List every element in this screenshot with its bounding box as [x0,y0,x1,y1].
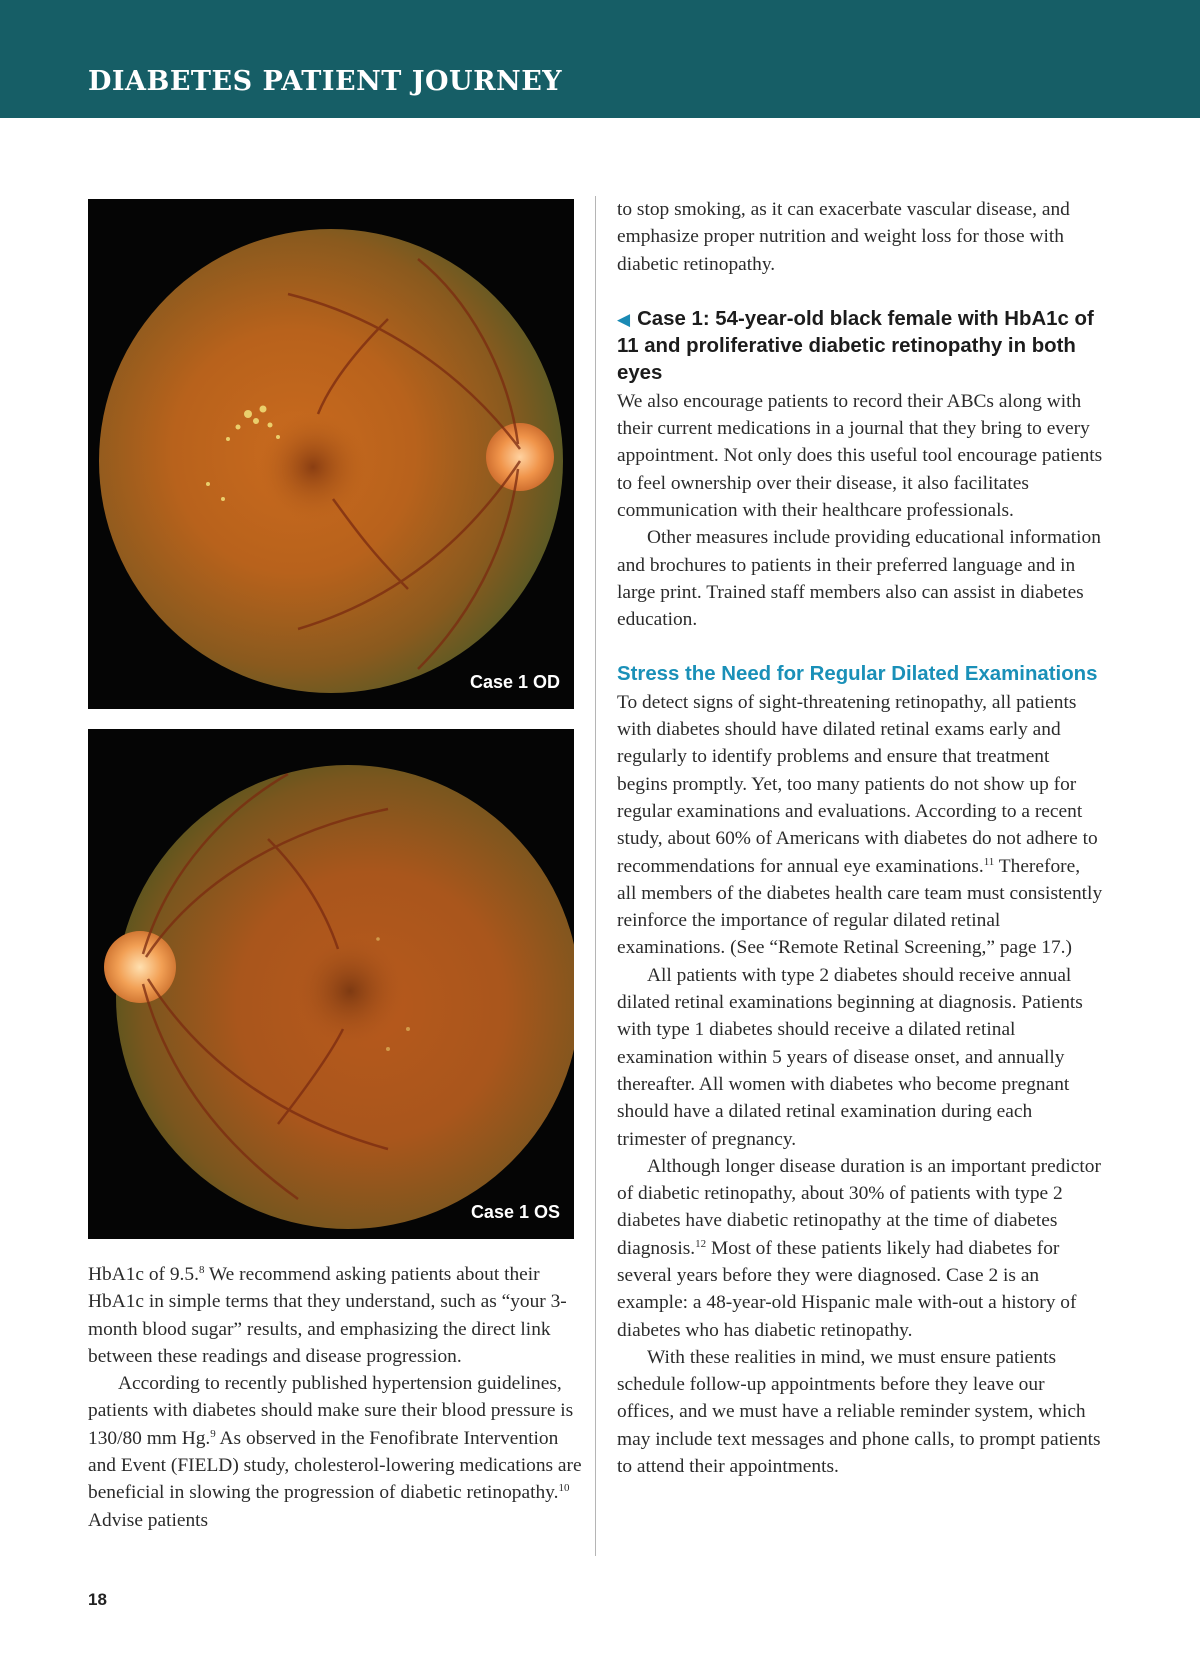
paragraph: Other measures include providing educational information and brochures to patients in their preferred language and in large print. Trained staff members also can assist in diabetes education. [617,527,1101,631]
reference-mark: 10 [558,1482,570,1495]
paragraph: HbA1c of 9.5.$^8$ We recommend asking patients about their HbA1c in simple terms that they understand, such as “your 3-month blood sugar” results, and emphasizing the direct link between these readings and disease progression. [88,1264,567,1367]
fundus-image-od [88,199,574,709]
paragraph: We also encourage patients to record their ABCs along with their current medications in a journal that they bring to every appointment. Not only does this useful tool encourage patients to feel ownership over their disease, it also facilitates communication with their healthcare professionals. [617,390,1103,521]
reference-mark: 9 [210,1427,216,1440]
figure-caption-os: Case 1 OS [470,1202,560,1222]
figure-caption-od: Case 1 OD [469,672,560,692]
paragraph: All patients with type 2 diabetes should receive annual dilated retinal examinations beginning at diagnosis. Patients with type 1 diabetes should receive a dilated retinal examination within 5 years of disease onset, and annually thereafter. All women with diabetes who become pregnant should have a dilated retinal examination during each trimester of pregnancy. [617,964,1083,1150]
right-column [617,196,1103,1480]
paragraph: Although longer disease duration is an important predictor of diabetic retinopathy, about 30% of patients with type 2 diabetes have diabetic retinopathy at the time of diabetes diagnosis.$^{12}$ Most of these patients likely had diabetes for several years before they were diagnosed. Case 2 is an example: a 48-year-old Hispanic male with-out a history of diabetes who has diabetic retinopathy. [617,1155,1101,1341]
column-divider [595,196,596,1556]
fundus-image-os [88,729,574,1239]
optic-disc [104,931,176,1003]
optic-disc [486,423,554,491]
macula [258,412,368,522]
fundus-photo-od [88,199,574,709]
reference-mark: 11 [983,855,995,868]
paragraph: With these realities in mind, we must ensure patients schedule follow-up appointments before they leave our offices, and we must have a reliable reminder system, which may include text messages and phone calls, to prompt patients to attend their appointments. [617,1346,1101,1478]
left-column [88,1261,588,1534]
case-heading: ◀ Case 1: 54-year-old black female with HbA1c of 11 and proliferative diabetic retinopathy in both eyes [617,307,1094,385]
page-number: 18 [88,1590,107,1609]
macula [295,936,405,1046]
header-title: DIABETES PATIENT JOURNEY [88,66,563,97]
arrow-left-icon: ◀ [617,309,631,329]
header-band [0,0,1200,118]
paragraph: to stop smoking, as it can exacerbate vascular disease, and emphasize proper nutrition and weight loss for those with diabetic retinopathy. [617,199,1070,275]
paragraph: To detect signs of sight-threatening retinopathy, all patients with diabetes should have dilated retinal exams early and regularly to identify problems and ensure that treatment begins promptly. Yet, too many patients do not show up for regular examinations and evaluations. According to a recent study, about 60% of Americans with diabetes do not adhere to recommendations for annual eye examinations.$^{11}$ Therefore, all members of the diabetes health care team must consistently reinforce the importance of regular dilated retinal examinations. (See “Remote Retinal Screening,” page 17.) [617,691,1103,959]
reference-mark: 8 [198,1264,205,1276]
fundus-photo-os [88,729,574,1239]
section-heading: Stress the Need for Regular Dilated Examinations [617,663,1098,686]
paragraph: According to recently published hypertension guidelines, patients with diabetes should make sure their blood pressure is 130/80 mm Hg.$^9$ As observed in the Fenofibrate Intervention and Event (FIELD) study, cholesterol-lowering medications are beneficial in slowing the progression of diabetic retinopathy.$^{10}$ Advise patients [88,1373,582,1531]
reference-mark: 12 [695,1237,707,1250]
